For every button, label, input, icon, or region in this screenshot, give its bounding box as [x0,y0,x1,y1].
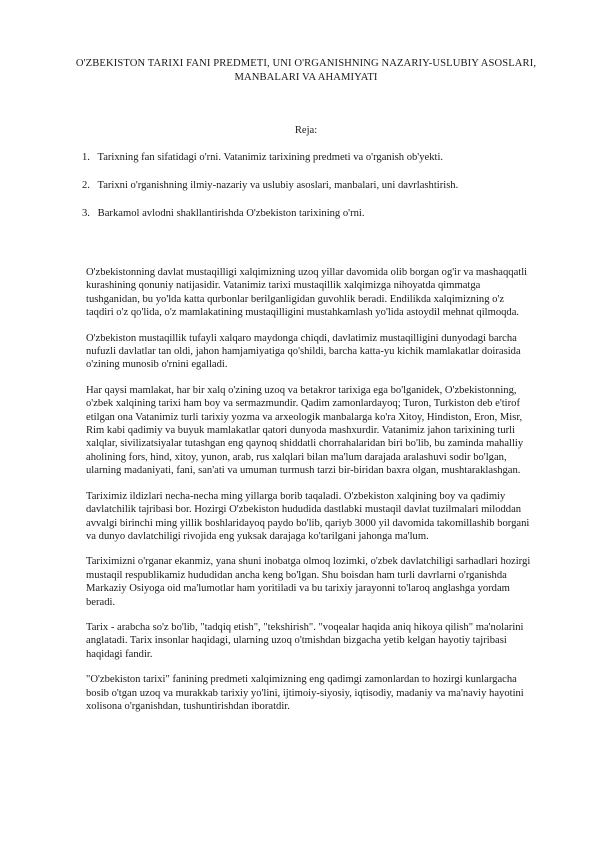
body-paragraph: Har qaysi mamlakat, har bir xalq o'zining uzoq va betakror tarixiga ega bo'lganidek, O'zbekistonning, o'zbek xalqining tarixi ham boy va sermazmundir. Qadim zamonlardayoq; Turon, Turkiston deb e'tirof etilgan ona Vatanimiz turli tarixiy yozma va arxeologik manbalarga ko'ra Xitoy, Hindiston, Eron, Misr, Rim kabi qadimiy va buyuk mamlakatlar qatori dunyoda mashxurdir. Vatanimiz jahon tarixining turli xalqlar, sivilizatsiyalar tutashgan eng qaynoq shiddatli chorrahalaridan biri bo'lib, bu zaminda mahalliy aholining fors, hind, xitoy, yunon, arab, rus xalqlari bilan ma'lum darajada aralashuvi sodir bo'lgan, ularning madaniyati, fani, san'ati va umuman turmush tarzi bir-biridan baxra olgan, mushtaraklashgan. [86,384,524,477]
body-paragraph: Tariximizni o'rganar ekanmiz, yana shuni inobatga olmoq lozimki, o'zbek davlatchiligi sarhadlari hozirgi mustaqil respublikamiz hududidan ancha keng bo'lgan. Shu boisdan ham turli davrlarni o'rganishda Markaziy Osiyoga oid ma'lumotlar ham yoritiladi va bu tarixiy jarayonni to'laroq anglashga yordam beradi. [86,556,531,608]
plan-heading: Reja: [294,125,318,136]
plan-item-number: 2. [82,180,90,191]
plan-item [82,179,552,193]
document-body [86,266,532,725]
plan-item-number: 1. [82,152,90,163]
body-paragraph: O'zbekiston mustaqillik tufayli xalqaro maydonga chiqdi, davlatimiz mustaqilligini dunyodagi barcha nufuzli davlatlar tan oldi, jahon hamjamiyatiga qo'shildi, barcha katta-yu kichik mamlakatlar doirasida o'zining munosib o'rnini egalladi. [86,332,521,371]
plan-list [82,151,552,235]
plan-item [82,207,552,221]
plan-item-text: Tarixni o'rganishning ilmiy-nazariy va uslubiy asoslari, manbalari, uni davrlashtirish. [97,180,459,191]
document-title: O'ZBEKISTON TARIXI FANI PREDMETI, UNI O'RGANISHNING NAZARIY-USLUBIY ASOSLARI, MANBALARI VA AHAMIYATI [75,58,537,83]
plan-item-number: 3. [82,208,90,219]
body-paragraph: "O'zbekiston tarixi" fanining predmeti xalqimizning eng qadimgi zamonlardan to hozirgi kunlargacha bosib o'tgan uzoq va murakkab tarixiy yo'lini, ijtimoiy-siyosiy, iqtisodiy, madaniy va ma'naviy hayotini xolisona o'rganishdan, tushuntirishdan iboratdir. [86,674,524,712]
body-paragraph: Tarix - arabcha so'z bo'lib, "tadqiq etish", "tekshirish". "voqealar haqida aniq hikoya qilish" ma'nolarini anglatadi. Tarix insonlar haqidagi, ularning uzoq o'tmishdan bizgacha yetib kelgan hayotiy tajribasi haqidagi fandir. [86,621,524,660]
body-paragraph: O'zbekistonning davlat mustaqilligi xalqimizning uzoq yillar davomida olib borgan og'ir va mashaqqatli kurashining qonuniy natijasidir. Vatanimiz tarixi mustaqillik xalqimizga nihoyatda qimmatga tushganidan, bu yo'lda katta qurbonlar berilganligidan guvohlik beradi. Endilikda xalqimizning o'z taqdiri o'z qo'lida, o'z mamlakatining mustaqilligini mustahkamlash yo'lida astoydil mehnat qilmoqda. [86,267,528,319]
body-paragraph: Tariximiz ildizlari necha-necha ming yillarga borib taqaladi. O'zbekiston xalqining boy va qadimiy davlatchilik tajribasi bor. Hozirgi O'zbekiston hududida dastlabki mustaqil davlat tuzilmalari miloddan avvalgi birinchi ming yillik boshlaridayoq paydo bo'lib, qariyb 3000 yil davomida takomillashib borgani va dunyo davlatchiligi rivojida eng yuksak darajaga ko'tarilgani jahonga ma'lum. [86,490,530,542]
plan-item-text: Tarixning fan sifatidagi o'rni. Vatanimiz tarixining predmeti va o'rganish ob'yekti. [97,152,444,163]
plan-item [82,151,552,165]
plan-item-text: Barkamol avlodni shakllantirishda O'zbekiston tarixining o'rni. [97,208,365,219]
